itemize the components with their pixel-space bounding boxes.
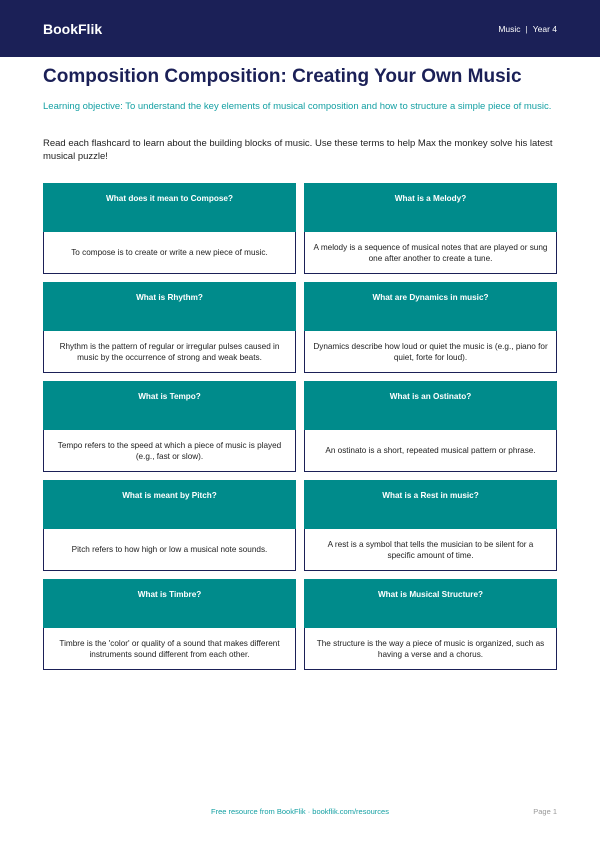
flashcard[interactable] (43, 579, 296, 670)
header-separator: | (525, 23, 528, 34)
flashcard[interactable] (43, 381, 296, 472)
flashcard-answer: An ostinato is a short, repeated musical pattern or phrase. (304, 430, 557, 472)
flashcard[interactable] (304, 579, 557, 670)
flashcard-question: What is Rhythm? (43, 282, 296, 331)
year-label: Year 4 (532, 23, 557, 34)
page-number: Page 1 (533, 807, 557, 816)
page-footer (0, 807, 600, 819)
flashcard-answer: Dynamics describe how loud or quiet the music is (e.g., piano for quiet, forte for loud). (304, 331, 557, 373)
subject-label: Music (498, 23, 521, 34)
flashcard-question: What is a Melody? (304, 183, 557, 232)
learning-objective: Learning objective: To understand the key elements of musical composition and how to structure a simple piece of music. (43, 101, 552, 112)
flashcard-answer: A melody is a sequence of musical notes that are played or sung one after another to create a tune. (304, 232, 557, 274)
flashcard[interactable] (43, 183, 296, 274)
flashcard-answer: The structure is the way a piece of music is organized, such as having a verse and a chorus. (304, 628, 557, 670)
flashcard-question: What is an Ostinato? (304, 381, 557, 430)
flashcard-question: What is a Rest in music? (304, 480, 557, 529)
page-title: Composition Composition: Creating Your Own Music (43, 66, 522, 87)
flashcard[interactable] (43, 480, 296, 571)
brand-logo[interactable]: BookFlik (43, 20, 103, 37)
flashcard-answer: Tempo refers to the speed at which a piece of music is played (e.g., fast or slow). (43, 430, 296, 472)
flashcard-answer: A rest is a symbol that tells the musician to be silent for a specific amount of time. (304, 529, 557, 571)
flashcard-question: What is meant by Pitch? (43, 480, 296, 529)
flashcard-question: What is Tempo? (43, 381, 296, 430)
flashcard[interactable] (304, 282, 557, 373)
page-header (0, 0, 600, 57)
flashcard-answer: Timbre is the 'color' or quality of a sound that makes different instruments sound different from each other. (43, 628, 296, 670)
flashcard-question: What is Musical Structure? (304, 579, 557, 628)
flashcard-question: What are Dynamics in music? (304, 282, 557, 331)
flashcard-answer: Rhythm is the pattern of regular or irregular pulses caused in music by the occurrence of strong and weak beats. (43, 331, 296, 373)
footer-resource-link[interactable]: Free resource from BookFlik · bookflik.com/resources (211, 807, 389, 816)
flashcard-question: What is Timbre? (43, 579, 296, 628)
intro-text: Read each flashcard to learn about the building blocks of music. Use these terms to help Max the monkey solve his latest musical puzzle! (43, 138, 553, 162)
flashcard-answer: To compose is to create or write a new piece of music. (43, 232, 296, 274)
header-meta (498, 24, 557, 34)
flashcard-answer: Pitch refers to how high or low a musical note sounds. (43, 529, 296, 571)
flashcard-grid (43, 183, 557, 670)
flashcard[interactable] (43, 282, 296, 373)
flashcard-question: What does it mean to Compose? (43, 183, 296, 232)
flashcard[interactable] (304, 183, 557, 274)
flashcard[interactable] (304, 381, 557, 472)
flashcard[interactable] (304, 480, 557, 571)
